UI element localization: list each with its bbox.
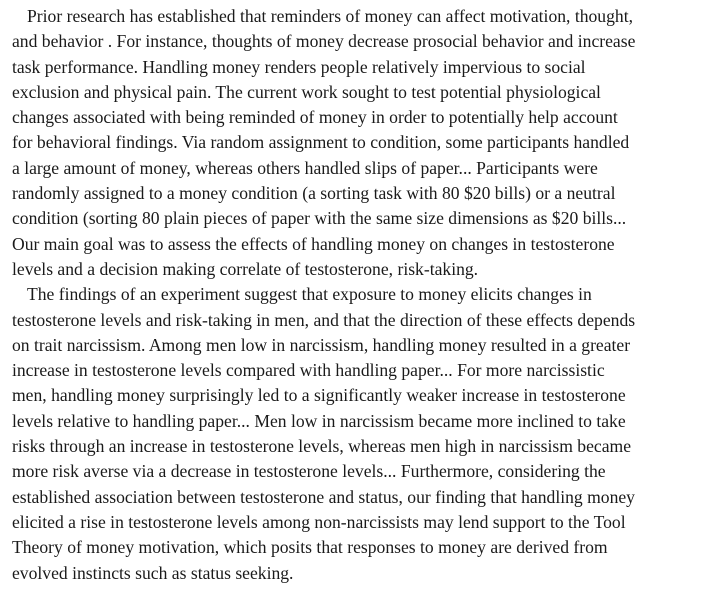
- text-line: exclusion and physical pain. The current work sought to test potential physiological: [12, 81, 601, 102]
- text-line: Prior research has established that reminders of money can affect motivation, thought,: [27, 6, 633, 26]
- text-line: men, handling money surprisingly led to a significantly weaker increase in testosterone: [12, 385, 626, 406]
- text-line: on trait narcissism. Among men low in narcissism, handling money resulted in a greater: [12, 334, 631, 355]
- text-line: elicited a rise in testosterone levels among non-narcissists may lend support to the Tool: [12, 511, 626, 532]
- text-line: and behavior . For instance, thoughts of money decrease prosocial behavior and increase: [12, 31, 636, 52]
- text-line: testosterone levels and risk-taking in men, and that the direction of these effects depends: [12, 309, 636, 330]
- text-line: evolved instincts such as status seeking.: [12, 562, 294, 583]
- text-line: randomly assigned to a money condition (a sorting task with 80 $20 bills) or a neutral: [12, 183, 616, 204]
- text-line: Our main goal was to assess the effects of handling money on changes in testosterone: [12, 233, 615, 254]
- text-line: risks through an increase in testosterone levels, whereas men high in narcissism became: [12, 436, 632, 457]
- text-line: The findings of an experiment suggest that exposure to money elicits changes in: [27, 284, 592, 305]
- text-line: for behavioral findings. Via random assignment to condition, some participants handled: [12, 132, 630, 153]
- text-line: levels relative to handling paper... Men low in narcissism became more inclined to take: [12, 410, 626, 431]
- document-body: [12, 4, 697, 586]
- text-line: increase in testosterone levels compared with handling paper... For more narcissistic: [12, 360, 605, 381]
- text-line: changes associated with being reminded of money in order to potentially help account: [12, 107, 618, 128]
- paragraph-2: [12, 282, 697, 586]
- text-line: condition (sorting 80 plain pieces of paper with the same size dimensions as $20 bills...: [12, 208, 627, 229]
- paragraph-1: [12, 4, 697, 282]
- text-line: levels and a decision making correlate of testosterone, risk-taking.: [12, 258, 479, 279]
- text-line: established association between testosterone and status, our finding that handling money: [12, 486, 635, 507]
- text-line: Theory of money motivation, which posits that responses to money are derived from: [12, 537, 608, 558]
- text-line: task performance. Handling money renders people relatively impervious to social: [12, 56, 586, 77]
- text-line: a large amount of money, whereas others handled slips of paper... Participants were: [12, 157, 598, 178]
- text-line: more risk averse via a decrease in testosterone levels... Furthermore, considering the: [12, 461, 606, 482]
